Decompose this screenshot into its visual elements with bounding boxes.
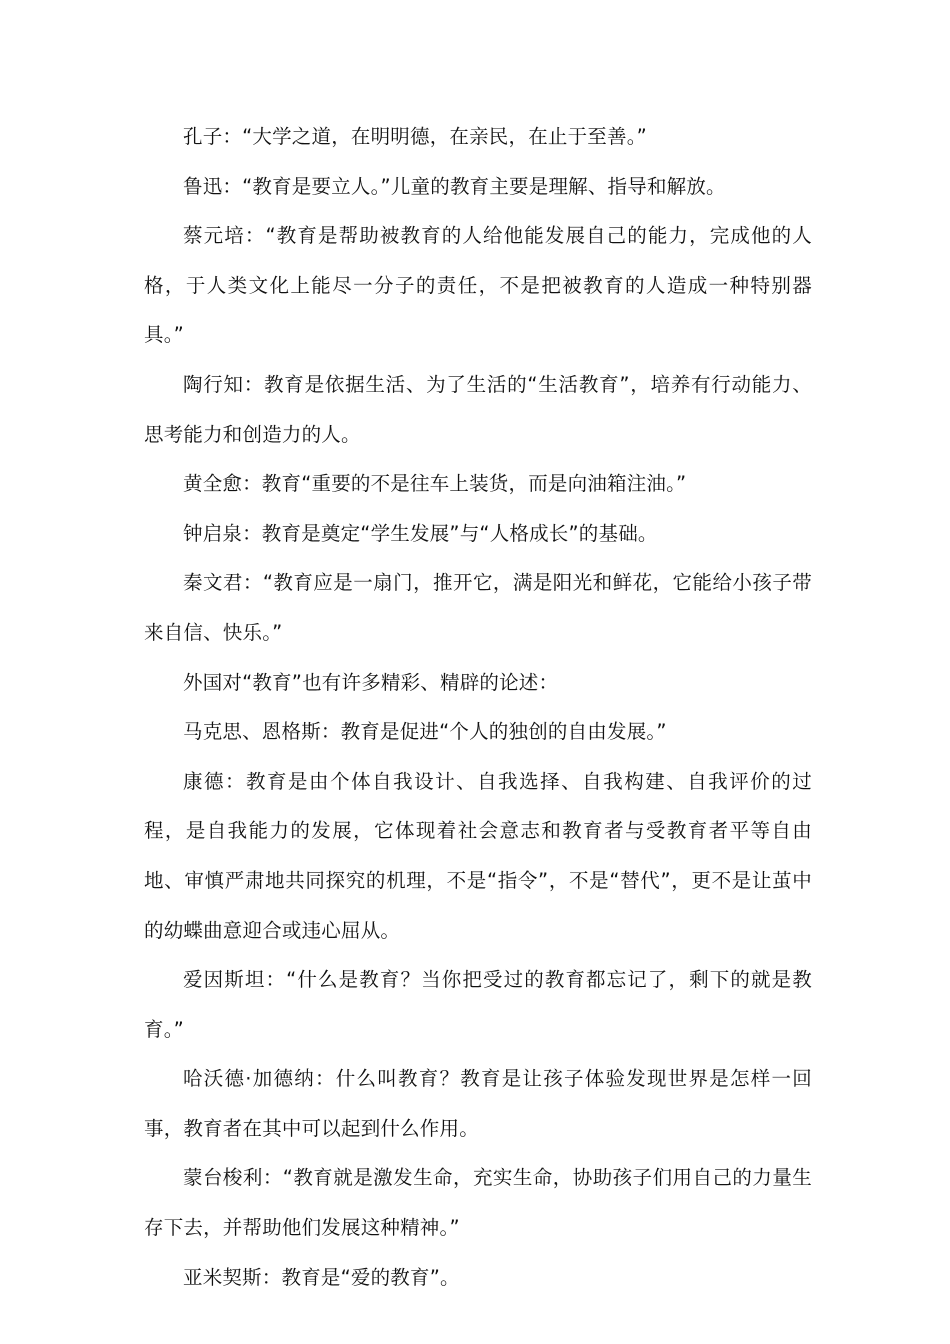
quote-paragraph-tao-xingzhi: 陶行知：教育是依据生活、为了生活的“生活教育”，培养有行动能力、思考能力和创造力的人。 — [144, 372, 812, 446]
quote-paragraph-gardner: 哈沃德·加德纳：什么叫教育？教育是让孩子体验发现世界是怎样一回事，教育者在其中可以起到什么作用。 — [144, 1067, 812, 1140]
document-body — [144, 112, 812, 1302]
quote-paragraph-montessori: 蒙台梭利：“教育就是激发生命，充实生命，协助孩子们用自己的力量生存下去，并帮助他们发展这种精神。” — [144, 1166, 812, 1240]
quote-paragraph-qin-wenjun: 秦文君：“教育应是一扇门，推开它，满是阳光和鲜花，它能给小孩子带来自信、快乐。” — [144, 571, 812, 644]
quote-paragraph-amicis: 亚米契斯：教育是“爱的教育”。 — [183, 1265, 460, 1289]
quote-paragraph-lu-xun: 鲁迅：“教育是要立人。”儿童的教育主要是理解、指导和解放。 — [183, 174, 726, 198]
quote-paragraph-einstein: 爱因斯坦：“什么是教育？当你把受过的教育都忘记了，剩下的就是教育。” — [144, 968, 812, 1041]
section-intro-paragraph: 外国对“教育”也有许多精彩、精辟的论述： — [183, 670, 559, 694]
quote-paragraph-confucius: 孔子：“大学之道，在明明德，在亲民，在止于至善。” — [183, 125, 647, 148]
quote-paragraph-zhong-qiquan: 钟启泉：教育是奠定“学生发展”与“人格成长”的基础。 — [183, 521, 658, 545]
quote-paragraph-cai-yuanpei: 蔡元培：“教育是帮助被教育的人给他能发展自己的能力，完成他的人格，于人类文化上能尽一分子的责任，不是把被教育的人造成一种特别器具。” — [144, 224, 812, 347]
quote-paragraph-marx-engels: 马克思、恩格斯：教育是促进“个人的独创的自由发展。” — [183, 720, 667, 744]
quote-paragraph-huang-quanyu: 黄全愈：教育“重要的不是往车上装货，而是向油箱注油。” — [183, 472, 687, 496]
quote-paragraph-kant: 康德：教育是由个体自我设计、自我选择、自我构建、自我评价的过程，是自我能力的发展，它体现着社会意志和教育者与受教育者平等自由地、审慎严肃地共同探究的机理，不是“指令”，不是“替代”，更不是让茧中的幼蝶曲意迎合或违心屈从。 — [144, 769, 812, 942]
